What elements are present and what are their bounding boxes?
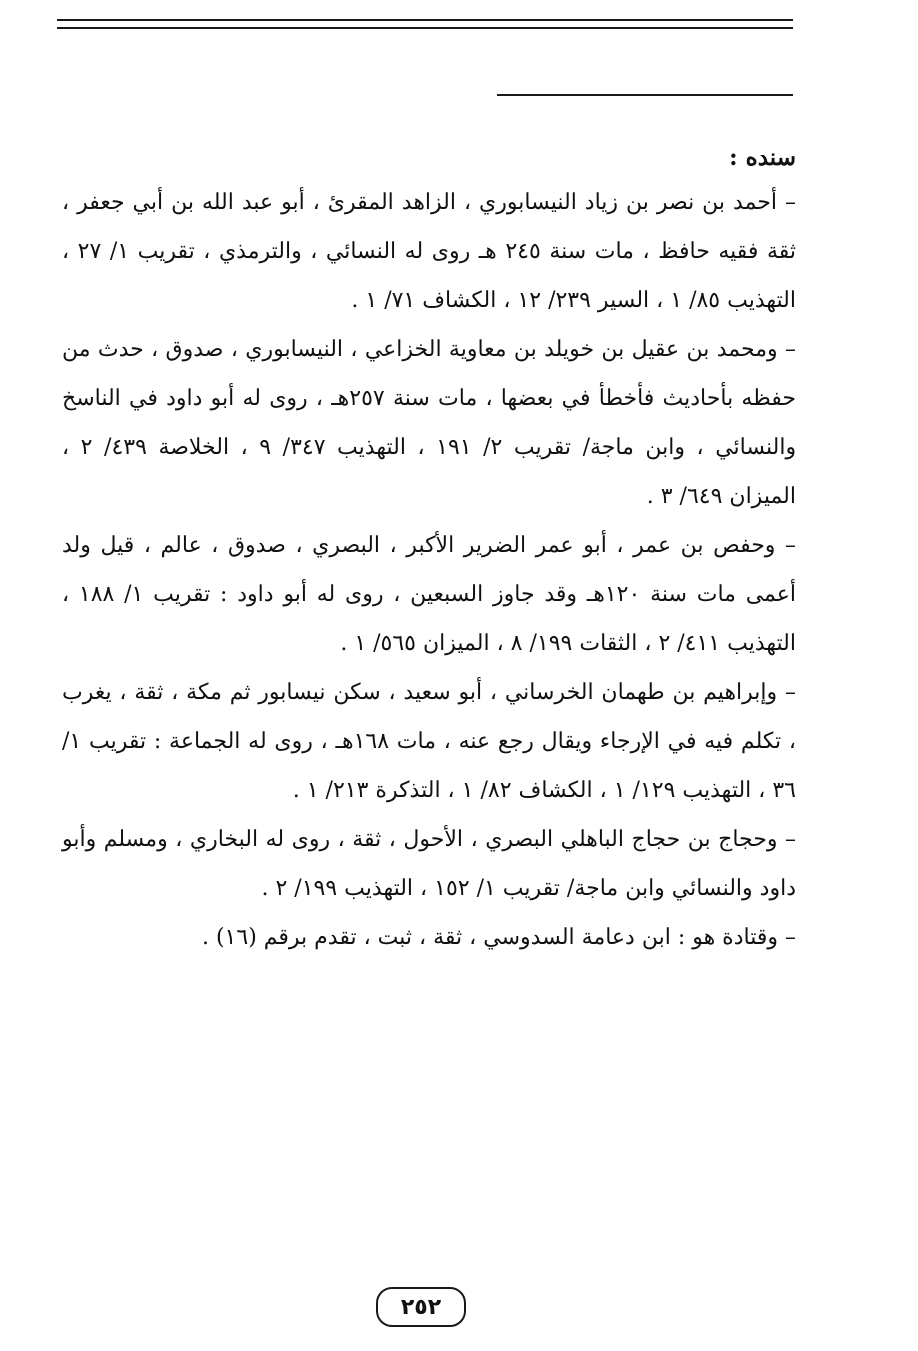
narrator-entry: – أحمد بن نصر بن زياد النيسابوري ، الزاهد المقرئ ، أبو عبد الله بن أبي جعفر ، ثقة فقيه حافظ ، مات سنة ٢٤٥ هـ روى له النسائي ، والترمذي ، تقريب ١/ ٢٧ ، التهذيب ٨٥/ ١ ، السير ٢٣٩/ ١٢ ، الكشاف ٧١/ ١ .: [62, 190, 797, 313]
page-body: [62, 138, 796, 962]
narrator-entry: – وحفص بن عمر ، أبو عمر الضرير الأكبر ، البصري ، صدوق ، عالم ، قيل ولد أعمى مات سنة ١٢٠هـ وقد جاوز السبعين ، روى له أبو داود : تقريب ١/ ١٨٨ ، التهذيب ٤١١/ ٢ ، الثقات ١٩٩/ ٨ ، الميزان ٥٦٥/ ١ .: [62, 533, 797, 656]
header-rule-bottom: [57, 27, 793, 29]
page-number: ٢٥٢: [376, 1287, 466, 1327]
narrator-entry: – وقتادة هو : ابن دعامة السدوسي ، ثقة ، ثبت ، تقدم برقم (١٦) .: [201, 925, 796, 950]
narrator-entry: – وحجاج بن حجاج الباهلي البصري ، الأحول ، ثقة ، روى له البخاري ، ومسلم وأبو داود والنسائي وابن ماجة/ تقريب ١/ ١٥٢ ، التهذيب ١٩٩/ ٢ .: [62, 827, 796, 901]
header-rule-top: [57, 19, 793, 21]
narrator-entry: – وإبراهيم بن طهمان الخرساني ، أبو سعيد ، سكن نيسابور ثم مكة ، ثقة ، يغرب ، تكلم فيه في الإرجاء ويقال رجع عنه ، مات ١٦٨هـ ، روى له الجماعة : تقريب ١/ ٣٦ ، التهذيب ١٢٩/ ١ ، الكشاف ٨٢/ ١ ، التذكرة ٢١٣/ ١ .: [62, 680, 796, 803]
section-divider: [497, 94, 793, 96]
section-heading: سنده :: [729, 144, 796, 171]
narrator-entry: – ومحمد بن عقيل بن خويلد بن معاوية الخزاعي ، النيسابوري ، صدوق ، حدث من حفظه بأحاديث فأخطأ في بعضها ، مات سنة ٢٥٧هـ ، روى له أبو داود في الناسخ والنسائي ، وابن ماجة/ تقريب ٢/ ١٩١ ، التهذيب ٣٤٧/ ٩ ، الخلاصة ٤٣٩/ ٢ ، الميزان ٦٤٩/ ٣ .: [62, 337, 797, 509]
